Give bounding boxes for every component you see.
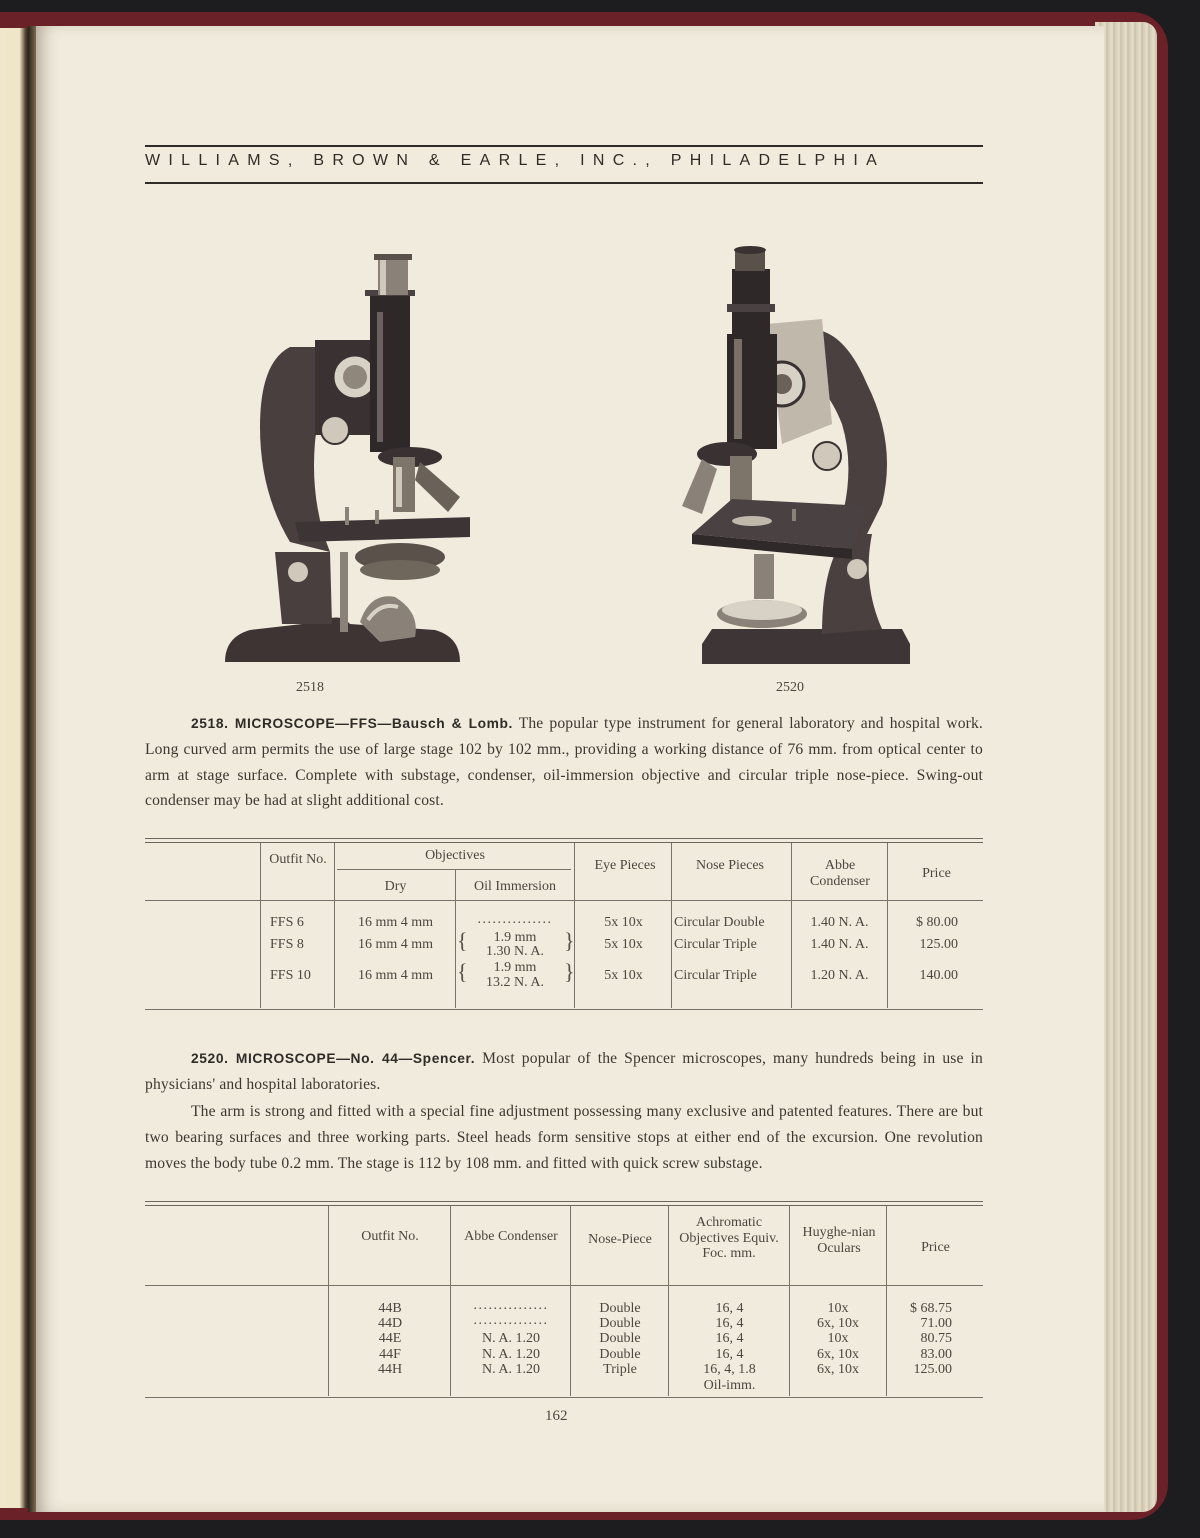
figure-caption-2518: 2518 <box>296 680 324 695</box>
row-44f-nose: Double <box>599 1347 641 1362</box>
item-2520-description <box>145 1046 983 1098</box>
header-nose-pieces: Nose Pieces <box>695 858 765 873</box>
row-44f-outfit: 44F <box>379 1347 401 1362</box>
row-44h-achromatic-note: Oil-imm. <box>703 1378 756 1393</box>
row-44b-oculars: 10x <box>827 1301 849 1316</box>
row-44f-price: 83.00 <box>920 1347 952 1362</box>
left-page-edge <box>0 28 28 1508</box>
row-44e-nose: Double <box>599 1331 641 1346</box>
row-44d-abbe: ............... <box>473 1313 549 1328</box>
book-gutter <box>28 26 36 1512</box>
row-44h-abbe: N. A. 1.20 <box>482 1362 540 1377</box>
item-2520-description-2 <box>145 1099 983 1176</box>
row-ffs8-eye: 5x 10x <box>604 937 643 952</box>
row-44b-nose: Double <box>599 1301 641 1316</box>
item-2520-body-2: The arm is strong and fitted with a special fine adjustment possessing many exclusive and patented features. There are but two bearing surfaces and three working parts. Steel heads form sensitive stops at either end of the excursion. One revolution moves the body tube 0.2 mm. The stage is 112 by 108 mm. and fitted with quick screw substage. <box>145 1103 983 1172</box>
header-nose-piece: Nose-Piece <box>588 1232 652 1247</box>
item-2518-description <box>145 711 983 814</box>
row-44d-price: 71.00 <box>920 1316 952 1331</box>
brace-right-icon: } <box>564 928 575 953</box>
row-44h-price: 125.00 <box>913 1362 952 1377</box>
row-44f-achromatic: 16, 4 <box>715 1347 744 1362</box>
brace-left-icon: { <box>457 959 468 984</box>
figure-caption-2520: 2520 <box>776 680 804 695</box>
item-2520-lead: 2520. MICROSCOPE—No. 44—Spencer. <box>191 1051 476 1066</box>
header-price: Price <box>922 866 951 881</box>
row-44e-outfit: 44E <box>378 1331 402 1346</box>
header-achromatic-objectives: Achromatic Objectives Equiv. Foc. mm. <box>679 1215 779 1261</box>
row-44e-oculars: 10x <box>827 1331 849 1346</box>
row-ffs8-oil-focal: 1.9 mm <box>493 930 537 945</box>
row-ffs8-dry: 16 mm 4 mm <box>357 937 434 952</box>
item-2518-lead: 2518. MICROSCOPE—FFS—Bausch & Lomb. <box>191 716 513 731</box>
page-edges <box>1095 22 1157 1512</box>
row-ffs6-eye: 5x 10x <box>604 915 643 930</box>
row-ffs6-price: $ 80.00 <box>916 915 958 930</box>
row-44b-outfit: 44B <box>378 1301 402 1316</box>
row-ffs6-nose: Circular Double <box>674 915 765 930</box>
header-dry: Dry <box>384 879 407 894</box>
row-44h-oculars: 6x, 10x <box>817 1362 859 1377</box>
row-ffs10-nose: Circular Triple <box>674 968 757 983</box>
header-huyghenian-oculars: Huyghe-nian Oculars <box>802 1225 876 1256</box>
row-44b-achromatic: 16, 4 <box>715 1301 744 1316</box>
header-price: Price <box>921 1240 950 1255</box>
row-ffs10-oil-focal: 1.9 mm <box>493 960 537 975</box>
page-header-title: WILLIAMS, BROWN & EARLE, INC., PHILADELPHIA <box>145 152 886 169</box>
header-outfit-no: Outfit No. <box>269 852 327 867</box>
row-44f-oculars: 6x, 10x <box>817 1347 859 1362</box>
page-number: 162 <box>545 1408 568 1424</box>
row-ffs10-dry: 16 mm 4 mm <box>357 968 434 983</box>
row-44d-achromatic: 16, 4 <box>715 1316 744 1331</box>
row-44d-nose: Double <box>599 1316 641 1331</box>
row-44h-achromatic: 16, 4, 1.8 <box>703 1362 756 1377</box>
row-44h-outfit: 44H <box>377 1362 403 1377</box>
brace-left-icon: { <box>457 928 468 953</box>
row-ffs10-abbe: 1.20 N. A. <box>810 968 869 983</box>
row-ffs8-oil-na: 1.30 N. A. <box>486 944 544 959</box>
row-ffs8-outfit: FFS 8 <box>270 937 304 952</box>
header-eye-pieces: Eye Pieces <box>594 858 656 873</box>
item-2518-body: The popular type instrument for general laboratory and hospital work. Long curved arm permits the use of large stage 102 by 102 mm., providing a working distance of 76 mm. from optical center to arm at stage surface. Complete with substage, condenser, oil-immersion objective and circular triple nose-piece. Swing-out condenser may be had at slight additional cost. <box>145 715 983 810</box>
header-outfit-no: Outfit No. <box>361 1229 419 1244</box>
header-abbe-condenser: Abbe Condenser <box>464 1229 558 1244</box>
header-rule-bottom <box>145 182 983 184</box>
brace-right-icon: } <box>564 959 575 984</box>
header-rule-top <box>145 145 983 147</box>
row-44e-abbe: N. A. 1.20 <box>482 1331 540 1346</box>
row-ffs6-abbe: 1.40 N. A. <box>810 915 869 930</box>
row-44e-price: 80.75 <box>920 1331 952 1346</box>
row-ffs6-dry: 16 mm 4 mm <box>357 915 434 930</box>
row-ffs10-outfit: FFS 10 <box>270 968 311 983</box>
row-ffs10-price: 140.00 <box>919 968 958 983</box>
microscope-2520-illustration <box>672 244 912 674</box>
row-44f-abbe: N. A. 1.20 <box>482 1347 540 1362</box>
item-2520-body-1: Most popular of the Spencer microscopes, many hundreds being in use in physicians' and hospital laboratories. <box>145 1050 983 1093</box>
row-44b-price: $ 68.75 <box>910 1301 952 1316</box>
row-ffs8-price: 125.00 <box>919 937 958 952</box>
row-ffs6-outfit: FFS 6 <box>270 915 304 930</box>
row-44h-nose: Triple <box>603 1362 637 1377</box>
row-ffs10-eye: 5x 10x <box>604 968 643 983</box>
header-abbe-condenser: Abbe Condenser <box>810 858 870 889</box>
microscope-2518-illustration <box>220 252 470 677</box>
row-44d-outfit: 44D <box>377 1316 403 1331</box>
row-ffs6-oil: ............... <box>477 912 553 927</box>
row-ffs8-nose: Circular Triple <box>674 937 757 952</box>
row-ffs10-oil-na: 13.2 N. A. <box>486 975 544 990</box>
header-objectives: Objectives <box>425 848 485 863</box>
row-ffs8-abbe: 1.40 N. A. <box>810 937 869 952</box>
row-44b-abbe: ............... <box>473 1298 549 1313</box>
header-oil-immersion: Oil Immersion <box>473 879 557 894</box>
row-44d-oculars: 6x, 10x <box>817 1316 859 1331</box>
row-44e-achromatic: 16, 4 <box>715 1331 744 1346</box>
